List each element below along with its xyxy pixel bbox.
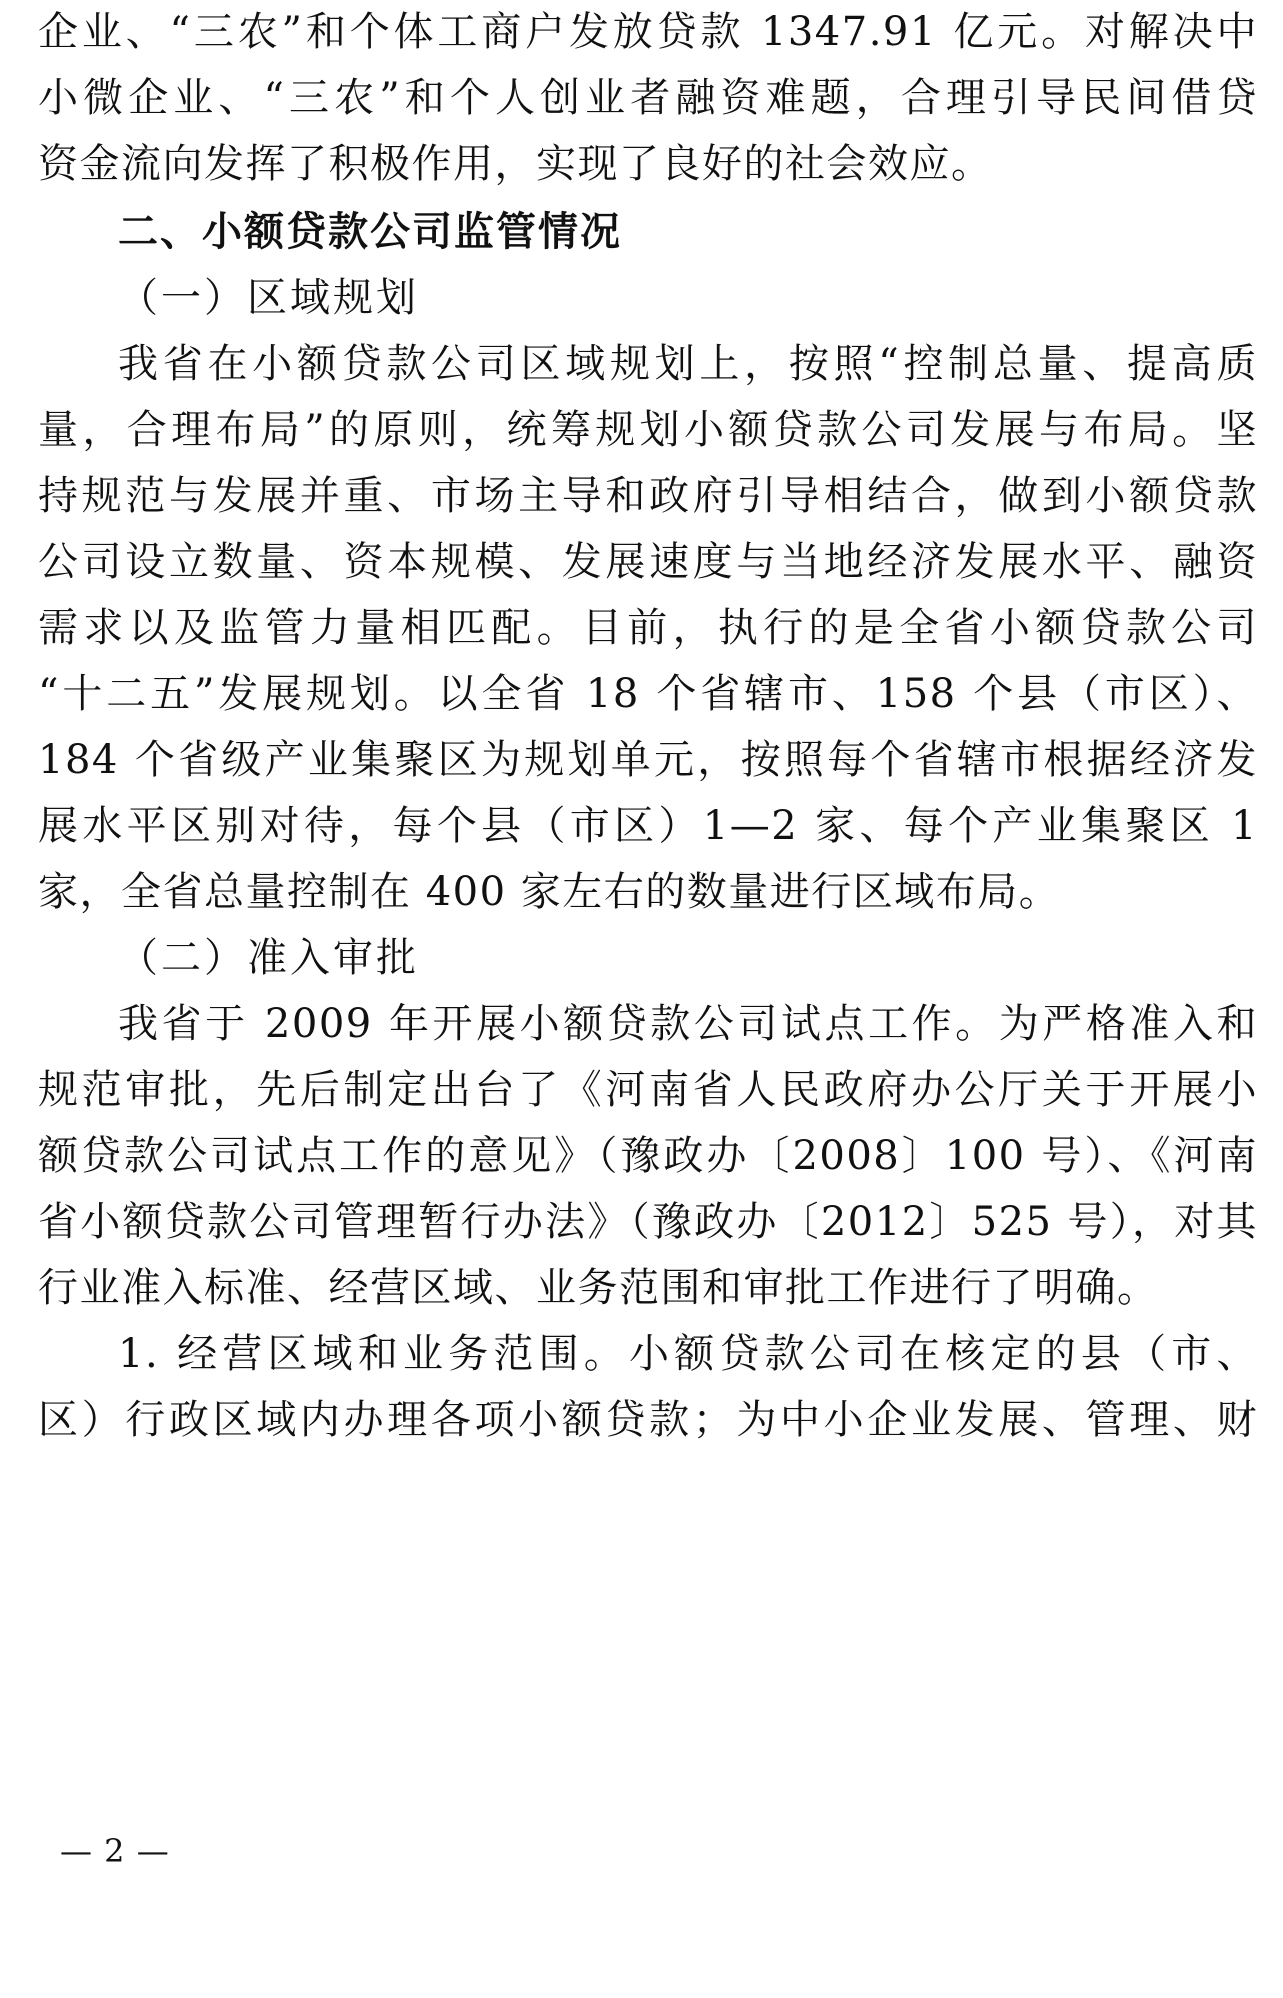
paragraph-line: 小微企业、“三农”和个人创业者融资难题，合理引导民间借贷 [38, 75, 1258, 121]
paragraph-line: 展水平区别对待，每个县（市区）1—2 家、每个产业集聚区 1 [38, 803, 1258, 849]
subsection-heading: （一）区域规划 [118, 275, 419, 321]
paragraph-line: 需求以及监管力量相匹配。目前，执行的是全省小额贷款公司 [38, 605, 1258, 651]
section-heading: 二、小额贷款公司监管情况 [118, 209, 622, 255]
paragraph-line: 184 个省级产业集聚区为规划单元，按照每个省辖市根据经济发 [38, 737, 1258, 783]
paragraph-line: “十二五”发展规划。以全省 18 个省辖市、158 个县（市区）、 [38, 671, 1258, 717]
paragraph-line: 资金流向发挥了积极作用，实现了良好的社会效应。 [38, 141, 993, 187]
page-number: — 2 — [60, 1832, 170, 1870]
paragraph-line: 家，全省总量控制在 400 家左右的数量进行区域布局。 [38, 869, 1061, 915]
paragraph-line: 持规范与发展并重、市场主导和政府引导相结合，做到小额贷款 [38, 473, 1258, 519]
paragraph-line: 我省在小额贷款公司区域规划上，按照“控制总量、提高质 [118, 341, 1258, 387]
paragraph-line: 行业准入标准、经营区域、业务范围和审批工作进行了明确。 [38, 1265, 1159, 1311]
subsection-heading: （二）准入审批 [118, 935, 419, 981]
paragraph-line: 企业、“三农”和个体工商户发放贷款 1347.91 亿元。对解决中 [38, 9, 1258, 55]
paragraph-line: 省小额贷款公司管理暂行办法》（豫政办〔2012〕525 号），对其 [38, 1199, 1258, 1245]
paragraph-line: 公司设立数量、资本规模、发展速度与当地经济发展水平、融资 [38, 539, 1258, 585]
paragraph-line: 1. 经营区域和业务范围。小额贷款公司在核定的县（市、 [118, 1331, 1258, 1377]
paragraph-line: 区）行政区域内办理各项小额贷款；为中小企业发展、管理、财 [38, 1397, 1258, 1443]
paragraph-line: 规范审批，先后制定出台了《河南省人民政府办公厅关于开展小 [38, 1067, 1258, 1113]
paragraph-line: 量，合理布局”的原则，统筹规划小额贷款公司发展与布局。坚 [38, 407, 1258, 453]
paragraph-line: 额贷款公司试点工作的意见》（豫政办〔2008〕100 号）、《河南 [38, 1133, 1258, 1179]
paragraph-line: 我省于 2009 年开展小额贷款公司试点工作。为严格准入和 [118, 1001, 1258, 1047]
